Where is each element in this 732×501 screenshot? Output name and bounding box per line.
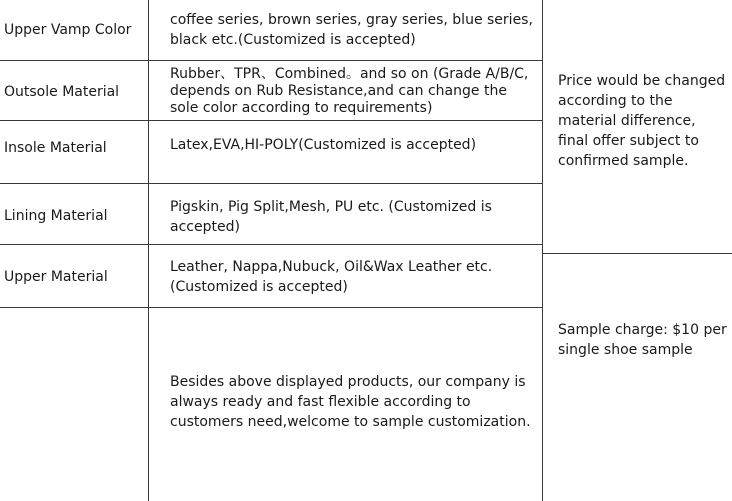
row-divider-5	[0, 307, 542, 308]
side-divider	[542, 253, 732, 254]
row-label-outsole-material: Outsole Material	[4, 84, 120, 100]
row-value-upper-material: Leather, Nappa,Nubuck, Oil&Wax Leather etc. (Customized is accepted)	[170, 259, 493, 295]
column-divider-2	[542, 0, 543, 501]
row-label-upper-material: Upper Material	[4, 269, 108, 285]
row-value-outsole-material: Rubber、TPR、Combined。and so on (Grade A/B/C, depends on Rub Resistance,and can change the sole color according to requirements)	[170, 66, 529, 116]
sample-charge-note: Sample charge: $10 per single shoe sample	[558, 322, 727, 358]
row-label-upper-vamp-color: Upper Vamp Color	[4, 22, 132, 38]
customization-note: Besides above displayed products, our company is always ready and fast flexible according to customers need,welcome to sample customization.	[170, 374, 531, 430]
price-note: Price would be changed according to the material difference, final offer subject to confirmed sample.	[558, 73, 726, 169]
row-divider-3	[0, 183, 542, 184]
row-label-lining-material: Lining Material	[4, 208, 108, 224]
row-value-lining-material: Pigskin, Pig Split,Mesh, PU etc. (Customized is accepted)	[170, 199, 492, 235]
row-value-insole-material: Latex,EVA,HI-POLY(Customized is accepted)	[170, 137, 477, 153]
row-divider-4	[0, 244, 542, 245]
row-divider-2	[0, 120, 542, 121]
row-value-upper-vamp-color: coffee series, brown series, gray series, blue series, black etc.(Customized is accepted)	[170, 12, 533, 48]
row-label-insole-material: Insole Material	[4, 140, 107, 156]
row-divider-1	[0, 60, 542, 61]
column-divider-1	[148, 0, 149, 501]
